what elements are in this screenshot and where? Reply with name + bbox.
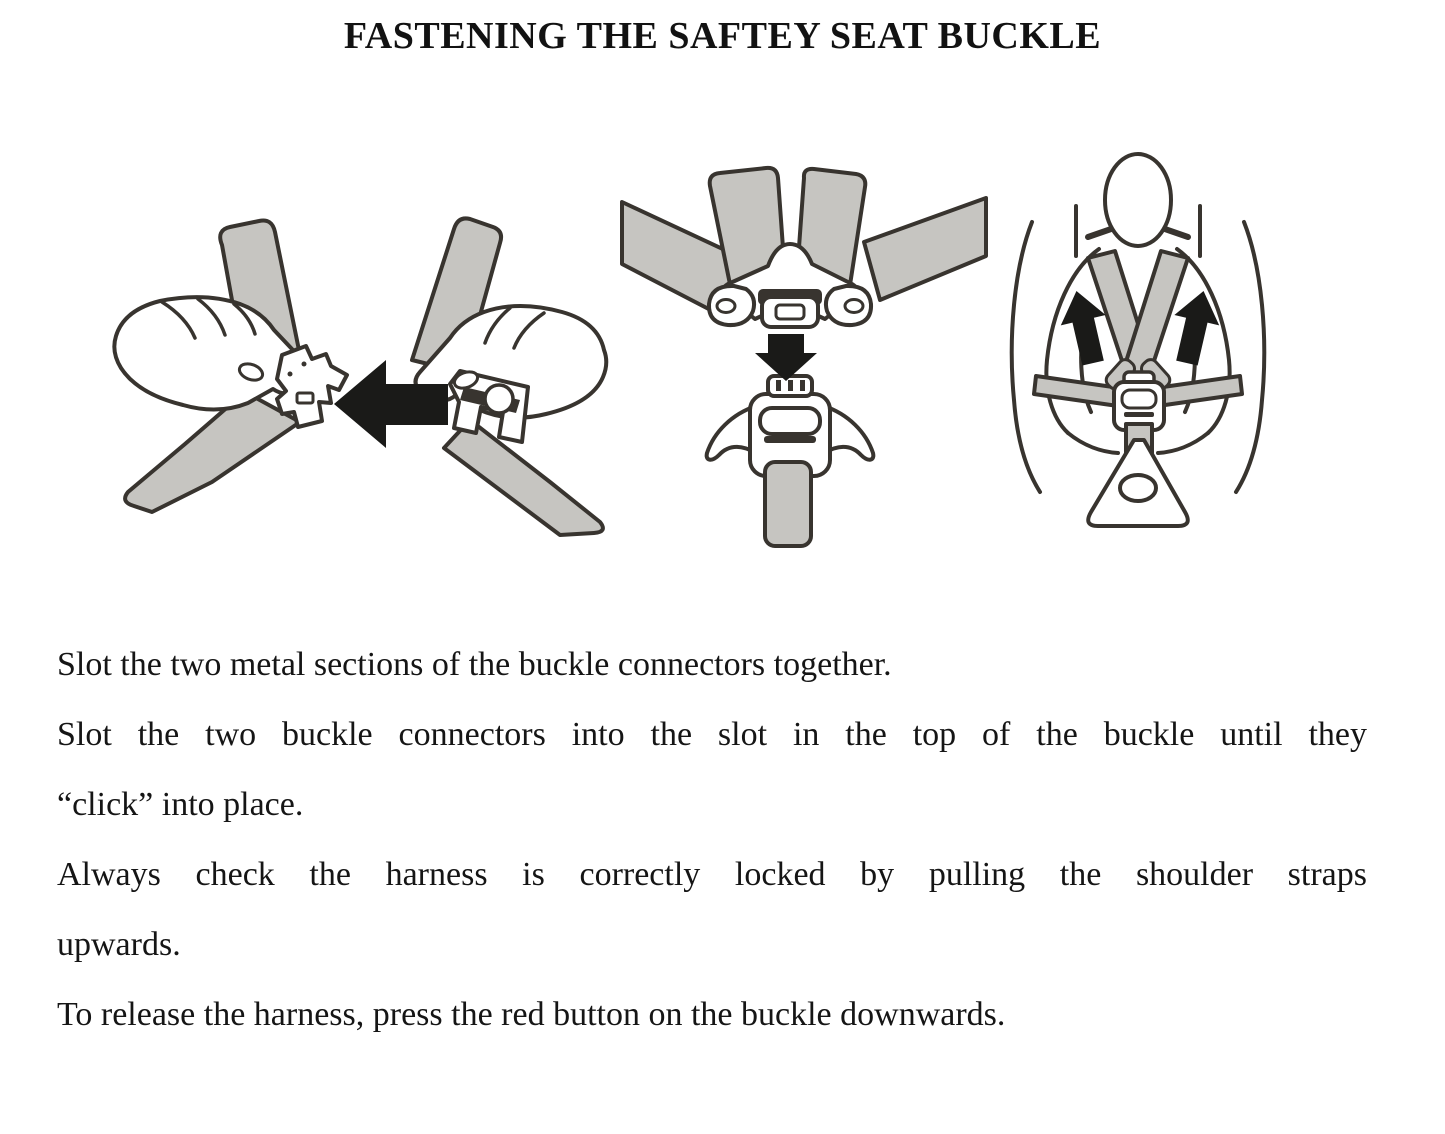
instruction-line: Slot the two metal sections of the buckle connectors together. (57, 646, 892, 683)
check-illustration (988, 138, 1288, 540)
instruction-line: “click” into place. (57, 786, 304, 823)
instructions (57, 630, 1367, 1050)
instruction-line: Always check the harness is correctly locked by pulling the shoulder straps (57, 856, 1367, 893)
child-head (1105, 154, 1171, 246)
left-buckle-connector (277, 346, 347, 427)
instruction-line: Slot the two buckle connectors into the slot in the top of the buckle until they (57, 716, 1367, 753)
instruction-line: To release the harness, press the red button on the buckle downwards. (57, 996, 1006, 1033)
figure-check-harness (988, 138, 1288, 540)
connect-illustration (100, 142, 620, 540)
down-arrow-icon (755, 334, 817, 381)
insert-illustration (618, 140, 990, 564)
figure-connect-buckle-connectors (100, 142, 620, 540)
buckle (707, 376, 874, 546)
instruction-line: upwards. (57, 926, 181, 963)
page-title: FASTENING THE SAFTEY SEAT BUCKLE (343, 15, 1102, 57)
buckle-strap (765, 462, 811, 546)
figure-insert-into-buckle (618, 140, 990, 564)
